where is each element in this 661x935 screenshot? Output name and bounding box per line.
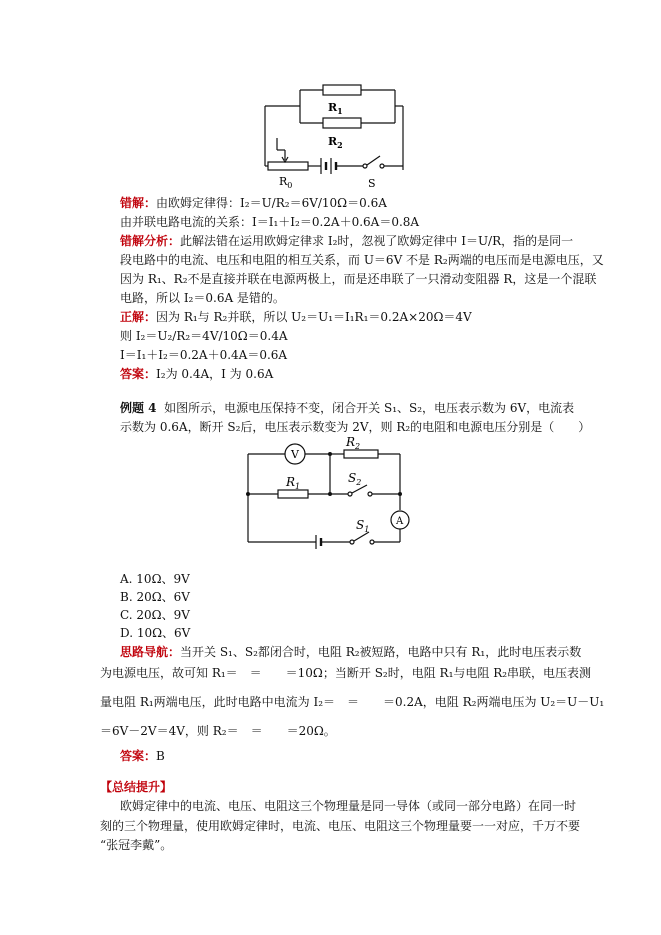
- resistor-r2: [344, 450, 378, 458]
- circuit-diagram-1: [255, 78, 415, 193]
- label-a: A: [396, 516, 404, 527]
- summary-line-2: 刻的三个物理量，使用欧姆定律时，电流、电压、电阻这三个物理量要一一对应，千万不要: [100, 819, 581, 833]
- label-r1: R: [328, 101, 338, 114]
- svg-text:S1: $S_1$: [356, 518, 370, 534]
- label-r2: R: [346, 435, 356, 449]
- example4-label: 例题 4: [120, 401, 157, 415]
- label-r1: R: [286, 475, 296, 489]
- resistor-r1: [323, 85, 361, 95]
- analysis-line-1: 此解法错在运用欧姆定律求 I₂时，忽视了欧姆定律中 I＝U/R，指的是同一: [180, 234, 574, 248]
- summary-line-1: 欧姆定律中的电流、电压、电阻这三个物理量是同一导体（或同一部分电路）在同一时: [120, 799, 577, 813]
- analysis-line-3: 因为 R₁、R₂不是直接并联在电源两极上，而是还串联了一只滑动变阻器 R，这是一个混联: [120, 272, 597, 286]
- analysis-label: 错解分析：: [120, 234, 181, 248]
- answer2-text: B: [156, 749, 165, 763]
- guide-line-2: 为电源电压，故可知 R₁＝ ＝ ＝10Ω；当断开 S₂时，电阻 R₁与电阻 R₂串联，电压表测: [100, 666, 592, 680]
- option-b: B. 20Ω、6V: [120, 590, 190, 604]
- rheostat-r0: [268, 162, 308, 170]
- example4-line-1: 如图所示，电源电压保持不变，闭合开关 S₁、S₂，电压表示数为 6V，电流表: [164, 401, 575, 415]
- label-s1: S: [356, 518, 365, 532]
- example4-line-2: 示数为 0.6A，断开 S₂后，电压表示数变为 2V，则 R₂的电阻和电源电压分别是（ ）: [120, 420, 591, 434]
- option-c: C. 20Ω、9V: [120, 608, 190, 622]
- option-a: A. 10Ω、9V: [120, 572, 190, 586]
- svg-text:R1: $R_1$: [328, 101, 343, 116]
- label-s2: S: [348, 471, 357, 485]
- svg-text:R2: $R_2$: [328, 135, 343, 150]
- label-s: S: [368, 177, 376, 190]
- svg-text:R2: $R_2$: [346, 435, 361, 451]
- summary-title: 【总结提升】: [100, 780, 173, 794]
- svg-text:R0: $R_0$: [279, 175, 293, 190]
- summary-line-3: “张冠李戴”。: [100, 838, 173, 852]
- correct-line-1: 因为 R₁与 R₂并联，所以 U₂＝U₁＝I₁R₁＝0.2A×20Ω＝4V: [156, 310, 472, 324]
- analysis-line-4: 电路，所以 I₂＝0.6A 是错的。: [120, 291, 285, 305]
- svg-text:S2: $S_2$: [348, 471, 362, 487]
- label-r2: R: [328, 135, 338, 148]
- label-v: V: [291, 448, 299, 461]
- answer1-label: 答案：: [120, 367, 157, 381]
- wrong-line-1: 由欧姆定律得：I₂＝U/R₂＝6V/10Ω＝0.6A: [156, 196, 387, 210]
- answer2-label: 答案：: [120, 749, 157, 763]
- correct-line-3: I＝I₁＋I₂＝0.2A＋0.4A＝0.6A: [120, 348, 288, 362]
- resistor-r1: [278, 490, 308, 498]
- analysis-line-2: 段电路中的电流、电压和电阻的相互关系，而 U＝6V 不是 R₂两端的电压而是电源电压，又: [120, 253, 604, 267]
- guide-line-3: 量电阻 R₁两端电压，此时电路中电流为 I₂＝ ＝ ＝0.2A，电阻 R₂两端电压为 U₂＝U－U₁: [100, 695, 605, 709]
- guide-line-1: 当开关 S₁、S₂都闭合时，电阻 R₂被短路，电路中只有 R₁，此时电压表示数: [180, 645, 582, 659]
- guide-label: 思路导航：: [120, 645, 181, 659]
- svg-text:R1: $R_1$: [286, 475, 301, 491]
- resistor-r2: [323, 118, 361, 128]
- option-d: D. 10Ω、6V: [120, 626, 191, 640]
- guide-line-4: ＝6V－2V＝4V，则 R₂＝ ＝ ＝20Ω。: [100, 724, 336, 738]
- correct-line-2: 则 I₂＝U₂/R₂＝4V/10Ω＝0.4A: [120, 329, 288, 343]
- circuit-diagram-2: [240, 432, 410, 552]
- wrong-line-2: 由并联电路电流的关系：I＝I₁＋I₂＝0.2A＋0.6A＝0.8A: [120, 215, 420, 229]
- wrong-label: 错解：: [120, 196, 157, 210]
- correct-label: 正解：: [120, 310, 157, 324]
- label-r0: R: [279, 175, 288, 188]
- answer1-text: I₂为 0.4A，I 为 0.6A: [156, 367, 274, 381]
